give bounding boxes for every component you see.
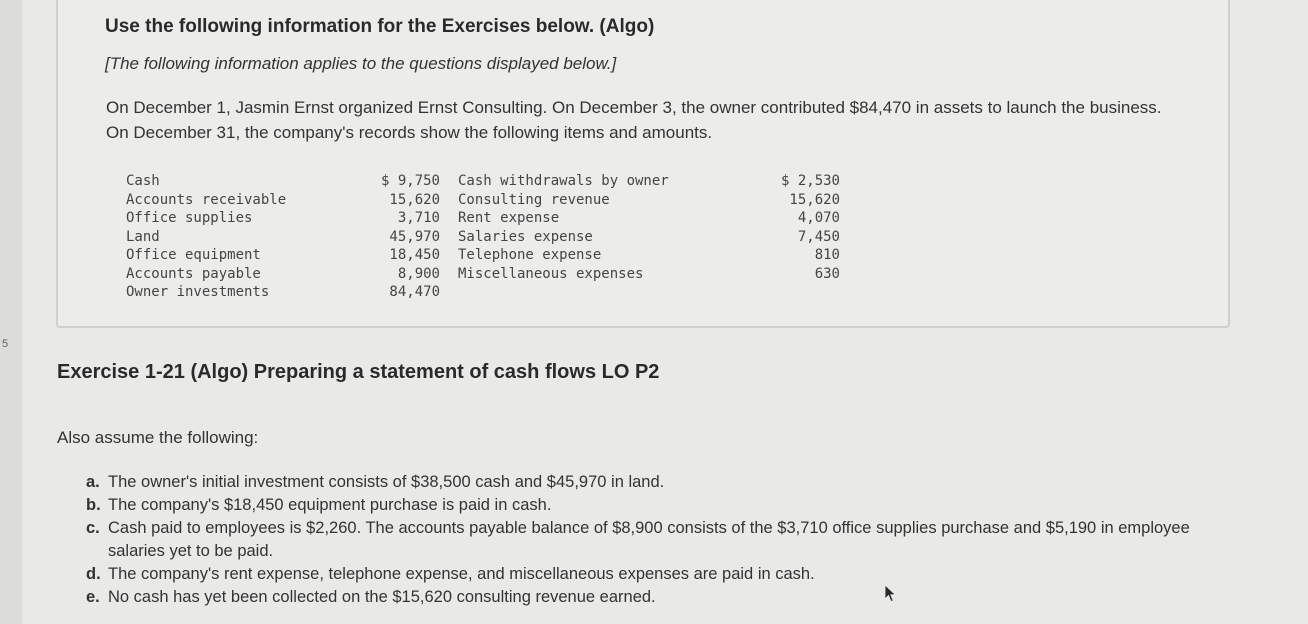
left-labels-column: [126, 172, 346, 302]
item-text: The owner's initial investment consists of $38,500 cash and $45,970 in land.: [108, 473, 665, 491]
account-label: Owner investments: [126, 284, 270, 300]
account-amount: $ 9,750: [380, 173, 440, 189]
item-text: No cash has yet been collected on the $15,620 consulting revenue earned.: [108, 588, 656, 606]
account-label: Miscellaneous expenses: [458, 265, 644, 282]
account-amount: 810: [814, 247, 840, 263]
exercise-title: Exercise 1-21 (Algo) Preparing a statement of cash flows LO P2: [57, 361, 660, 383]
mouse-pointer-icon: [884, 584, 898, 604]
list-item: [86, 517, 1246, 563]
right-amounts-column: [726, 172, 840, 283]
account-amount: 7,450: [797, 228, 840, 245]
account-amount: 15,620: [389, 191, 440, 208]
account-amount: 45,970: [389, 228, 440, 245]
info-title: Use the following information for the Exercises below. (Algo): [105, 16, 655, 37]
account-label: Office equipment: [126, 247, 261, 263]
account-label: Consulting revenue: [458, 191, 610, 208]
account-label: Accounts payable: [126, 265, 261, 282]
account-amount: 18,450: [389, 247, 440, 263]
item-text: The company's rent expense, telephone expense, and miscellaneous expenses are paid in cash.: [108, 565, 815, 583]
account-amount: 4,070: [797, 210, 840, 226]
account-label: Salaries expense: [458, 228, 593, 245]
item-marker: e.: [86, 588, 100, 606]
list-item: [86, 586, 1246, 609]
left-amounts-column: [346, 172, 440, 302]
account-label: Cash: [126, 173, 160, 189]
list-item: [86, 494, 1246, 517]
list-item: [86, 563, 1246, 586]
item-marker: d.: [86, 565, 101, 583]
account-label: Telephone expense: [458, 247, 602, 263]
item-marker: a.: [86, 473, 100, 491]
right-labels-column: [458, 172, 718, 283]
account-label: Accounts receivable: [126, 191, 287, 208]
item-marker: b.: [86, 496, 101, 514]
account-amount: 84,470: [389, 284, 440, 300]
left-margin-strip: [0, 0, 22, 624]
account-amount: 630: [814, 265, 840, 282]
item-text: Cash paid to employees is $2,260. The accounts payable balance of $8,900 consists of the $3,710 office supplies purchase and $5,190 in employee salaries yet to be paid.: [108, 519, 1190, 560]
account-amount: $ 2,530: [780, 173, 840, 189]
account-amount: 15,620: [789, 191, 840, 208]
item-text: The company's $18,450 equipment purchase is paid in cash.: [108, 496, 552, 514]
account-label: Cash withdrawals by owner: [458, 173, 669, 189]
intro-paragraph: On December 1, Jasmin Ernst organized Ernst Consulting. On December 3, the owner contributed $84,470 in assets to launch the business. On December 31, the company's records show the following items and amounts.: [106, 98, 1162, 142]
info-subtitle: [The following information applies to the questions displayed below.]: [105, 54, 617, 73]
list-item: [86, 471, 1246, 494]
account-amount: 8,900: [397, 265, 440, 282]
left-margin-mark: 5: [2, 338, 9, 350]
account-label: Land: [126, 228, 160, 245]
item-marker: c.: [86, 519, 100, 537]
assume-heading: Also assume the following:: [57, 428, 259, 447]
account-label: Office supplies: [126, 210, 253, 226]
account-label: Rent expense: [458, 210, 560, 226]
assumptions-list: [86, 471, 1246, 609]
account-amount: 3,710: [397, 210, 440, 226]
